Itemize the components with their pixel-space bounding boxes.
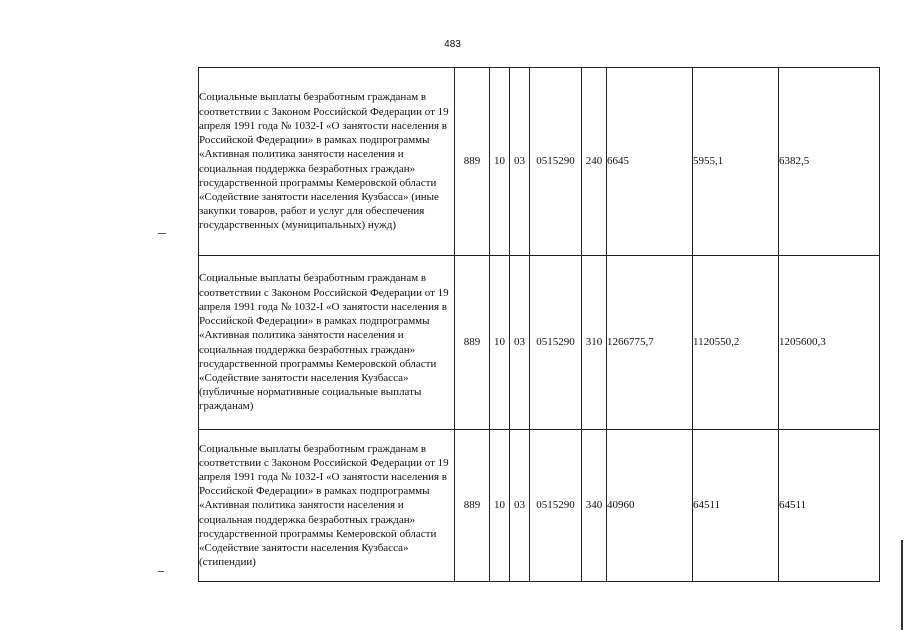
ministry-code: 889 [455, 430, 490, 582]
table-row [199, 430, 880, 582]
expense-type-code: 310 [582, 256, 607, 430]
target-article-code: 0515290 [530, 430, 582, 582]
amount-year-1: 6645 [607, 68, 693, 256]
target-article-code: 0515290 [530, 68, 582, 256]
page-number: 483 [444, 39, 461, 50]
amount-year-3: 64511 [779, 430, 880, 582]
scan-edge-mark [158, 571, 164, 572]
row-description: Социальные выплаты безработным гражданам в соответствии с Законом Российской Федерации от 19 апреля 1991 года № 1032-I «О занятости населения в Российской Федерации» в рамках подпрограммы «Активная политика занятости населения и социальная поддержка безработных граждан» государственной программы Кемеровской области «Содействие занятости населения Кузбасса» (публичные нормативные социальные выплаты гражданам) [199, 256, 455, 430]
target-article-code: 0515290 [530, 256, 582, 430]
amount-year-1: 1266775,7 [607, 256, 693, 430]
row-description: Социальные выплаты безработным гражданам в соответствии с Законом Российской Федерации от 19 апреля 1991 года № 1032-I «О занятости населения в Российской Федерации» в рамках подпрограммы «Активная политика занятости населения и социальная поддержка безработных граждан» государственной программы Кемеровской области «Содействие занятости населения Кузбасса» (иные закупки товаров, работ и услуг для обеспечения государственных (муниципальных) нужд) [199, 68, 455, 256]
row-description: Социальные выплаты безработным гражданам в соответствии с Законом Российской Федерации от 19 апреля 1991 года № 1032-I «О занятости населения в Российской Федерации» в рамках подпрограммы «Активная политика занятости населения и социальная поддержка безработных граждан» государственной программы Кемеровской области «Содействие занятости населения Кузбасса» (стипендии) [199, 430, 455, 582]
subsection-code: 03 [510, 256, 530, 430]
amount-year-2: 64511 [693, 430, 779, 582]
section-code: 10 [490, 256, 510, 430]
amount-year-3: 6382,5 [779, 68, 880, 256]
section-code: 10 [490, 68, 510, 256]
amount-year-1: 40960 [607, 430, 693, 582]
section-code: 10 [490, 430, 510, 582]
ministry-code: 889 [455, 68, 490, 256]
table-row [199, 68, 880, 256]
subsection-code: 03 [510, 430, 530, 582]
subsection-code: 03 [510, 68, 530, 256]
table-row [199, 256, 880, 430]
budget-table [198, 67, 880, 582]
expense-type-code: 340 [582, 430, 607, 582]
ministry-code: 889 [455, 256, 490, 430]
expense-type-code: 240 [582, 68, 607, 256]
scan-edge-mark [158, 233, 166, 234]
amount-year-3: 1205600,3 [779, 256, 880, 430]
amount-year-2: 5955,1 [693, 68, 779, 256]
scan-edge-mark [901, 540, 903, 630]
amount-year-2: 1120550,2 [693, 256, 779, 430]
